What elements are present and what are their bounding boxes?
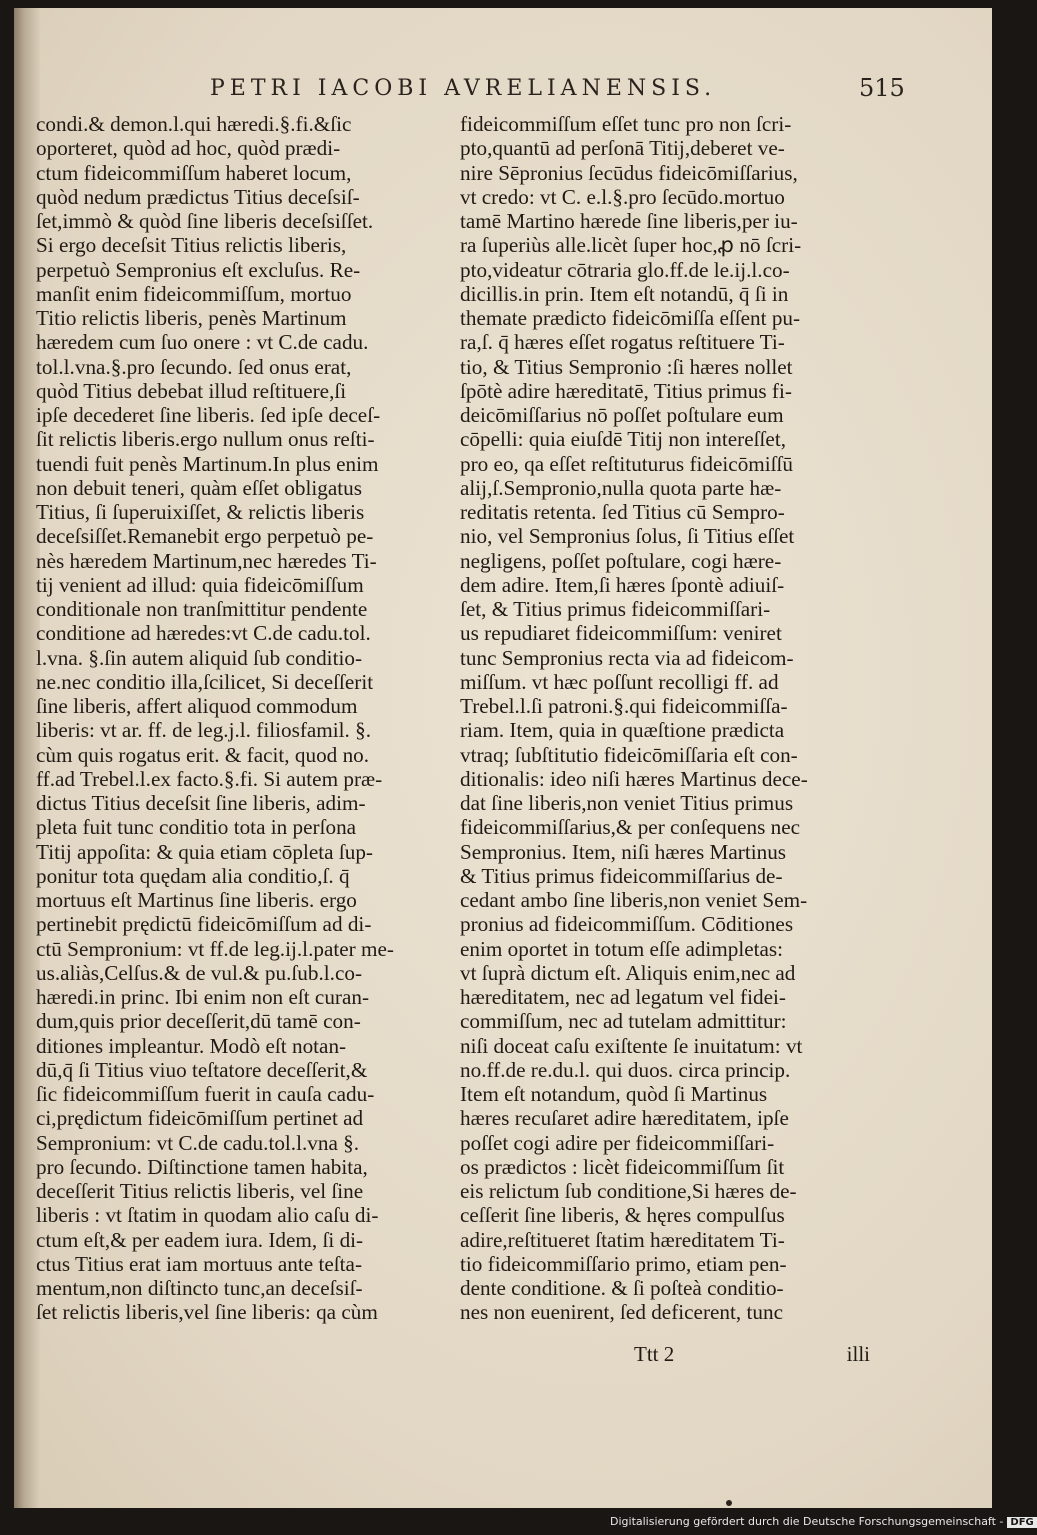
text-line: fideicommiſſarius,& per conſequens nec — [460, 815, 801, 840]
text-line: hæres recuſaret adire hæreditatem, ipſe — [460, 1106, 789, 1131]
text-line: liberis : vt ſtatim in quodam alio caſu di- — [36, 1203, 379, 1228]
text-line: Si ergo deceſsit Titius relictis liberis, — [36, 233, 347, 258]
text-line: fideicommiſſum eſſet tunc pro non ſcri- — [460, 112, 792, 136]
text-line: Titius, ſi ſuperuixiſſet, & relictis liberis — [36, 500, 365, 524]
text-line: pleta fuit tunc conditio tota in perſona — [36, 815, 357, 840]
text-line: mortuus eſt Martinus ſine liberis. ergo — [36, 888, 357, 912]
text-line: dū,q̄ ſi Titius viuo teſtatore deceſſerit,& — [36, 1057, 368, 1082]
text-line: miſſum. vt hæc poſſunt recolligi ff. ad — [460, 669, 779, 694]
text-line: dat ſine liberis,non veniet Titius primus — [460, 791, 794, 815]
text-line: negligens, poſſet poſtulare, cogi hære- — [460, 548, 782, 573]
text-line: os prædictos : licèt fideicommiſſum ſit — [460, 1154, 785, 1179]
text-line: dum,quis prior deceſſerit,dū tamē con- — [36, 1009, 361, 1034]
text-line: condi.& demon.l.qui hæredi.§.fi.&ſic — [36, 112, 352, 136]
text-line: tij venient ad illud: quia fideicōmiſſum — [36, 572, 364, 597]
text-line: conditione ad hæredes:vt C.de cadu.tol. — [36, 621, 371, 646]
left-text-column — [36, 112, 451, 1325]
text-line: ſet,immò & quòd ſine liberis deceſsiſſet. — [36, 209, 374, 233]
text-line: ſet relictis liberis,vel ſine liberis: qa cùm — [36, 1300, 378, 1325]
text-line: vt ſuprà dictum eſt. Aliquis enim,nec ad — [460, 960, 796, 985]
text-line: ctus Titius erat iam mortuus ante teſta- — [36, 1251, 363, 1276]
text-line: ſic fideicommiſſum fuerit in cauſa cadu- — [36, 1082, 375, 1106]
text-line: ra,ſ. q̄ hæres eſſet rogatus reſtituere Ti- — [460, 330, 785, 355]
text-line: ff.ad Trebel.l.ex facto.§.fi. Si autem præ- — [36, 766, 383, 791]
text-line: dicillis.in prin. Item eſt notandū, q̄ ſi in — [460, 281, 789, 306]
text-line: ra ſuperiùs alle.licèt ſuper hoc,ꝓ nō ſcri- — [460, 233, 802, 258]
text-line: tamē Martino hærede ſine liberis,per iu- — [460, 209, 798, 233]
text-line: hæredem cum ſuo onere : vt C.de cadu. — [36, 330, 369, 355]
text-line: hæredi.in princ. Ibi enim non eſt curan- — [36, 985, 370, 1009]
book-page — [14, 8, 992, 1508]
text-line: poſſet cogi adire per fideicommiſſari- — [460, 1130, 775, 1155]
signature-mark: Ttt 2 — [634, 1342, 675, 1366]
text-line: quòd nedum prædictus Titius deceſsiſ- — [36, 184, 360, 209]
text-line: pertinebit prędictū fideicōmiſſum ad di- — [36, 912, 372, 937]
text-line: commiſſum, nec ad tutelam admittitur: — [460, 1009, 787, 1034]
text-line: mentum,non diſtincto tunc,an deceſsiſ- — [36, 1276, 363, 1300]
text-line: adire,reſtitueret ſtatim hæreditatem Ti- — [460, 1227, 785, 1252]
credit-text: Digitalisierung gefördert durch die Deutsche Forschungsgemeinschaft - — [610, 1515, 1004, 1528]
text-line: quòd Titius debebat illud reſtituere,ſi — [36, 378, 347, 403]
running-head: PETRI IACOBI AVRELIANENSIS. — [210, 76, 717, 101]
text-line: niſi doceat caſu exiſtente ſe inuitatum: vt — [460, 1033, 803, 1058]
text-line: nes non euenirent, ſed deficerent, tunc — [460, 1300, 783, 1325]
text-line: riam. Item, quia in quæſtione prædicta — [460, 718, 785, 743]
text-line: deceſsiſſet.Remanebit ergo perpetuò pe- — [36, 524, 374, 549]
page-number: 515 — [859, 74, 905, 102]
text-line: us.aliàs,Celſus.& de vul.& pu.ſub.l.co- — [36, 960, 363, 985]
text-line: vtraq; ſubſtitutio fideicōmiſſaria eſt con- — [460, 742, 798, 767]
text-line: us repudiaret fideicommiſſum: veniret — [460, 621, 782, 646]
text-line: tunc Sempronius recta via ad fideicom- — [460, 645, 794, 670]
text-line: Item eſt notandum, quòd ſi Martinus — [460, 1082, 768, 1106]
text-line: alij,ſ.Sempronio,nulla quota parte hæ- — [460, 475, 782, 500]
text-line: perpetuò Sempronius eſt excluſus. Re- — [36, 257, 361, 282]
text-line: Titio relictis liberis, penès Martinum — [36, 306, 347, 330]
catchword: illi — [846, 1342, 870, 1366]
text-line: ceſſerit ſine liberis, & hęres compulſus — [460, 1203, 785, 1228]
text-line: vt credo: vt C. e.l.§.pro ſecūdo.mortuo — [460, 184, 785, 209]
text-line: ne.nec conditio illa,ſcilicet, Si deceſſerit — [36, 669, 374, 694]
text-line: deicōmiſſarius nō poſſet poſtulare eum — [460, 403, 784, 427]
text-line: reditatis retenta. ſed Titius cū Sempro- — [460, 500, 785, 524]
text-line: Sempronius. Item, niſi hæres Martinus — [460, 839, 787, 864]
text-line: dictus Titius deceſsit ſine liberis, adim- — [36, 791, 366, 815]
text-line: ſet, & Titius primus fideicommiſſari- — [460, 597, 771, 621]
text-line: l.vna. §.ſin autem aliquid ſub conditio- — [36, 645, 362, 670]
text-line: tol.l.vna.§.pro ſecundo. ſed onus erat, — [36, 354, 352, 379]
text-line: pronius ad fideicommiſſum. Cōditiones — [460, 912, 794, 937]
text-line: non debuit teneri, quàm eſſet obligatus — [36, 475, 362, 500]
text-line: oporteret, quòd ad hoc, quòd prædi- — [36, 136, 341, 161]
text-line: ſine liberis, affert aliquod commodum — [36, 694, 358, 718]
text-line: nès hæredem Martinum,nec hæredes Ti- — [36, 548, 377, 573]
text-line: Sempronium: vt C.de cadu.tol.l.vna §. — [36, 1130, 360, 1155]
text-line: pro eo, qa eſſet reſtituturus fideicōmiſſū — [460, 451, 794, 476]
text-line: tio fideicommiſſario primo, etiam pen- — [460, 1251, 787, 1276]
text-line: ditionalis: ideo niſi hæres Martinus dece- — [460, 766, 808, 791]
text-line: pro ſecundo. Diſtinctione tamen habita, — [36, 1154, 368, 1179]
text-line: ipſe decederet ſine liberis. ſed ipſe deceſ- — [36, 403, 381, 427]
catchwords — [634, 1342, 870, 1367]
right-text-column — [460, 112, 868, 1325]
digitization-credit — [610, 1515, 1037, 1528]
text-line: nire Sēpronius ſecūdus fideicōmiſſarius, — [460, 160, 798, 185]
text-line: conditionale non tranſmittitur pendente — [36, 597, 368, 621]
text-line: cùm quis rogatus erit. & facit, quod no. — [36, 742, 370, 767]
text-line: nio, vel Sempronius ſolus, ſi Titius eſſet — [460, 524, 795, 549]
text-line: enim oportet in totum eſſe adimpletas: — [460, 936, 784, 961]
text-line: themate prædicto fideicōmiſſa eſſent pu- — [460, 306, 801, 330]
text-line: cōpelli: quia eiuſdē Titij non intereſſet, — [460, 427, 787, 452]
text-line: ſpōtè adire hæreditatē, Titius primus fi- — [460, 378, 792, 403]
text-line: ctum eſt,& per eadem iura. Idem, ſi di- — [36, 1227, 364, 1252]
text-line: dente conditione. & ſi poſteà conditio- — [460, 1276, 784, 1300]
text-line: tio, & Titius Sempronio :ſi hæres nollet — [460, 354, 793, 379]
text-line: dem adire. Item,ſi hæres ſpontè adiuiſ- — [460, 572, 785, 597]
text-line: ponitur tota quędam alia conditio,ſ. q̄ — [36, 863, 350, 888]
text-line: ſit relictis liberis.ergo nullum onus reſti- — [36, 427, 375, 452]
text-line: pto,videatur cōtraria glo.ff.de le.ij.l.co- — [460, 257, 790, 282]
text-line: & Titius primus fideicommiſſarius de- — [460, 863, 783, 888]
text-line: cedant ambo ſine liberis,non veniet Sem- — [460, 888, 808, 912]
text-line: hæreditatem, nec ad legatum vel fidei- — [460, 985, 786, 1009]
text-line: tuendi fuit penès Martinum.In plus enim — [36, 451, 379, 476]
dfg-logo: DFG — [1007, 1517, 1036, 1528]
text-line: no.ff.de re.du.l. qui duos. circa princip. — [460, 1057, 791, 1082]
text-line: Titij appoſita: & quia etiam cōpleta ſup- — [36, 839, 373, 864]
text-line: liberis: vt ar. ff. de leg.j.l. filiosfamil. §. — [36, 718, 372, 743]
text-line: ditiones impleantur. Modò eſt notan- — [36, 1033, 347, 1058]
text-line: Trebel.l.ſi patroni.§.qui fideicommiſſa- — [460, 694, 788, 718]
text-line: deceſſerit Titius relictis liberis, vel ſine — [36, 1179, 364, 1203]
text-line: eis relictum ſub conditione,Si hæres de- — [460, 1179, 797, 1203]
text-line: manſit enim fideicommiſſum, mortuo — [36, 281, 352, 306]
ink-dot — [726, 1500, 732, 1506]
text-line: ci,prędictum fideicōmiſſum pertinet ad — [36, 1106, 364, 1131]
text-line: ctum fideicommiſſum haberet locum, — [36, 160, 352, 185]
text-line: pto,quantū ad perſonā Titij,deberet ve- — [460, 136, 785, 161]
text-line: ctū Sempronium: vt ff.de leg.ij.l.pater me- — [36, 936, 394, 961]
